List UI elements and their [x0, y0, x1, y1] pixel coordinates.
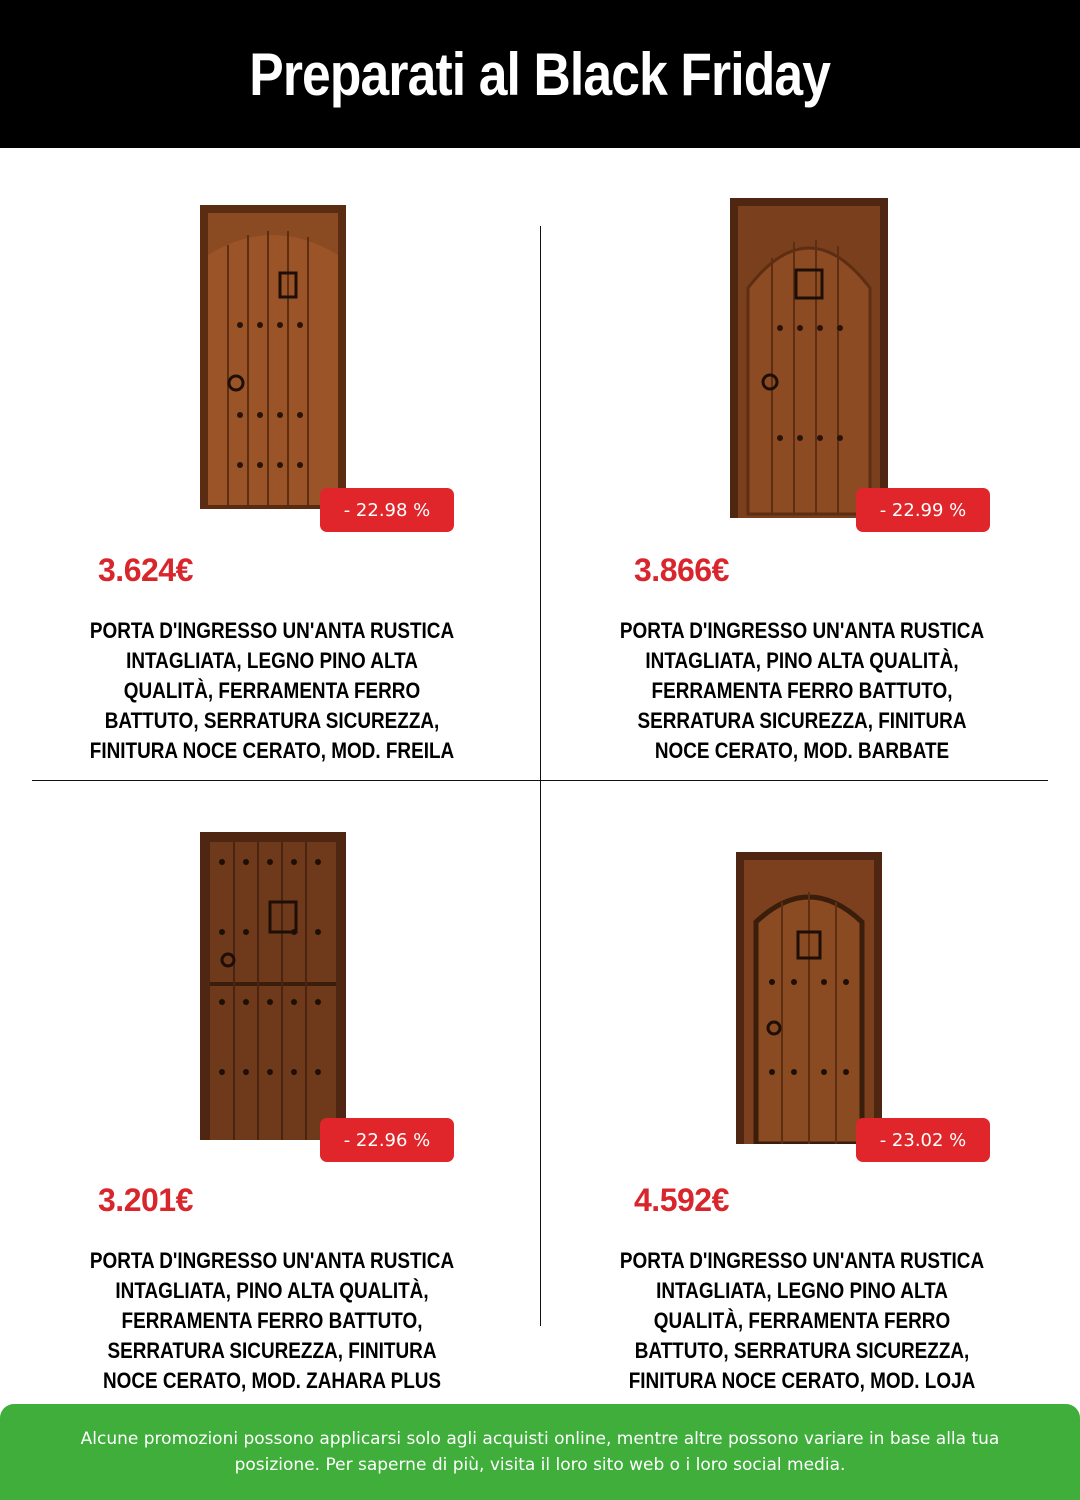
product-price: 3.624€ — [98, 552, 193, 588]
product-card-loja[interactable] — [540, 778, 1080, 1408]
discount-badge: - 22.96 % — [320, 1118, 454, 1162]
product-image[interactable] — [200, 205, 346, 509]
product-title[interactable]: PORTA D'INGRESSO UN'ANTA RUSTICA INTAGLIATA, PINO ALTA QUALITÀ, FERRAMENTA FERRO BATTUTO, SERRATURA SICUREZZA, FINITURA NOCE CERATO, MOD. ZAHARA PLUS — [89, 1248, 455, 1393]
discount-badge: - 23.02 % — [856, 1118, 990, 1162]
product-title[interactable]: PORTA D'INGRESSO UN'ANTA RUSTICA INTAGLIATA, LEGNO PINO ALTA QUALITÀ, FERRAMENTA FERRO BATTUTO, SERRATURA SICUREZZA, FINITURA NOCE CERATO, MOD. FREILA — [89, 618, 455, 763]
product-image[interactable] — [200, 832, 346, 1140]
page-title: Preparati al Black Friday — [249, 40, 831, 108]
disclaimer-footer — [0, 1404, 1080, 1500]
product-card-zahara-plus[interactable] — [0, 778, 540, 1408]
product-title[interactable]: PORTA D'INGRESSO UN'ANTA RUSTICA INTAGLIATA, LEGNO PINO ALTA QUALITÀ, FERRAMENTA FERRO BATTUTO, SERRATURA SICUREZZA, FINITURA NOCE CERATO, MOD. LOJA — [619, 1248, 985, 1393]
product-image[interactable] — [736, 852, 882, 1144]
product-title[interactable]: PORTA D'INGRESSO UN'ANTA RUSTICA INTAGLIATA, PINO ALTA QUALITÀ, FERRAMENTA FERRO BATTUTO, SERRATURA SICUREZZA, FINITURA NOCE CERATO, MOD. BARBATE — [619, 618, 985, 763]
disclaimer-text: Alcune promozioni possono applicarsi solo agli acquisti online, mentre altre possono variare in base alla tua posizione. Per saperne di più, visita il loro sito web o i loro social media. — [80, 1429, 1000, 1475]
product-price: 4.592€ — [634, 1182, 729, 1218]
product-price: 3.201€ — [98, 1182, 193, 1218]
product-card-barbate[interactable] — [540, 148, 1080, 778]
product-card-freila[interactable] — [0, 148, 540, 778]
product-image[interactable] — [730, 198, 888, 518]
discount-badge: - 22.98 % — [320, 488, 454, 532]
product-price: 3.866€ — [634, 552, 729, 588]
page-header — [0, 0, 1080, 148]
discount-badge: - 22.99 % — [856, 488, 990, 532]
